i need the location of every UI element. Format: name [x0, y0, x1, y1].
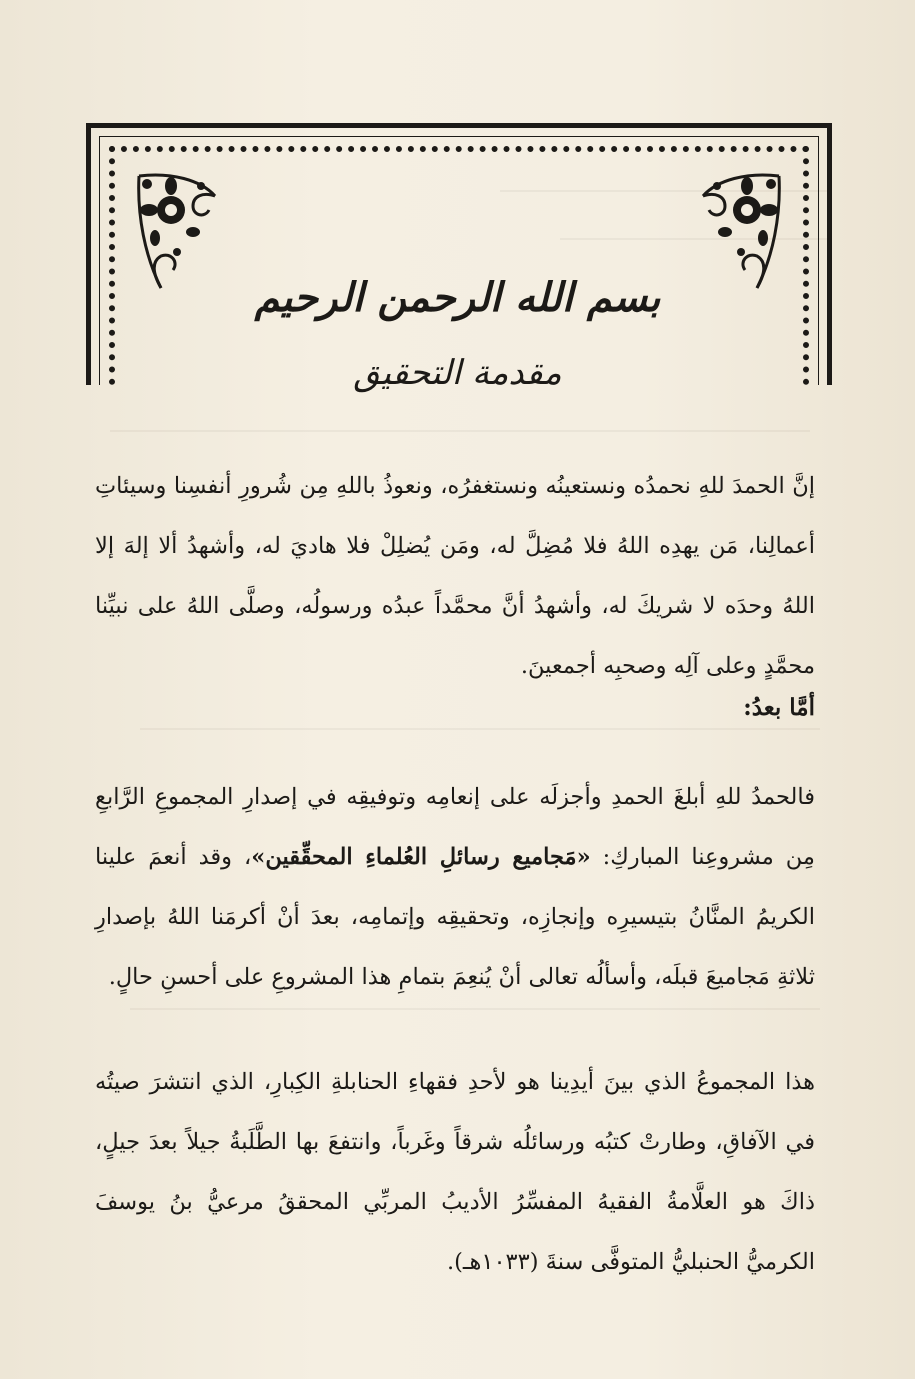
paragraph-opening-praise: إنَّ الحمدَ للهِ نحمدُه ونستعينُه ونستغفرُه، ونعوذُ باللهِ مِن شُرورِ أنفسِنا وسيئاتِ أعمالِنا، مَن يهدِه اللهُ فلا مُضِلَّ له، ومَن يُضلِلْ فلا هاديَ له، وأشهدُ ألا إلهَ إلا اللهُ وحدَه لا شريكَ له، وأشهدُ أنَّ محمَّداً عبدُه ورسولُه، وصلَّى اللهُ على نبيِّنا محمَّدٍ وعلى آلِه وصحبِه أجمعينَ. — [95, 473, 815, 679]
bleed-through-line — [130, 1008, 820, 1010]
bleed-through-line — [110, 430, 810, 432]
paragraph-text: ، وقد أنعمَ علينا الكريمُ المنَّانُ بتيسيرِه وإنجازِه، وتحقيقِه وإتمامِه، بعدَ أنْ أكرمَنا اللهُ بإصدارِ ثلاثةِ مَجاميعَ قبلَه، وأسألُه تعالى أنْ يُنعِمَ بتمامِ هذا المشروعِ على أحسنِ حالٍ. — [95, 844, 815, 990]
paragraph-text: فالحمدُ للهِ أبلغَ الحمدِ وأجزلَه على إنعامِه وتوفيقِه في إصدارِ المجموعِ الرَّابعِ مِن مشروعِنا المباركِ: — [95, 784, 815, 870]
subheading-amma-bad: أمَّا بعدُ: — [743, 694, 815, 721]
paragraph-project-intro — [95, 767, 815, 1007]
paragraph-author-intro: هذا المجموعُ الذي بينَ أيدِينا هو لأحدِ فقهاءِ الحنابلةِ الكِبارِ، الذي انتشرَ صيتُه في الآفاقِ، وطارتْ كتبُه ورسائلُه شرقاً وغَرباً، وانتفعَ بها الطَّلَبةُ جيلاً بعدَ جيلٍ، ذاكَ هو العلَّامةُ الفقيهُ المفسِّرُ الأديبُ المربِّي المحققُ مرعيُّ بنُ يوسفَ الكرميُّ الحنبليُّ المتوفَّى سنةَ (١٠٣٣هـ). — [95, 1069, 815, 1275]
section-title: مقدمة التحقيق — [353, 353, 562, 393]
header-frame — [86, 123, 832, 385]
bleed-through-line — [140, 728, 820, 730]
series-title: «مَجاميع رسائلِ العُلماءِ المحقِّقين» — [251, 844, 591, 870]
basmala-heading: بسم الله الرحمن الرحيم — [254, 274, 661, 321]
